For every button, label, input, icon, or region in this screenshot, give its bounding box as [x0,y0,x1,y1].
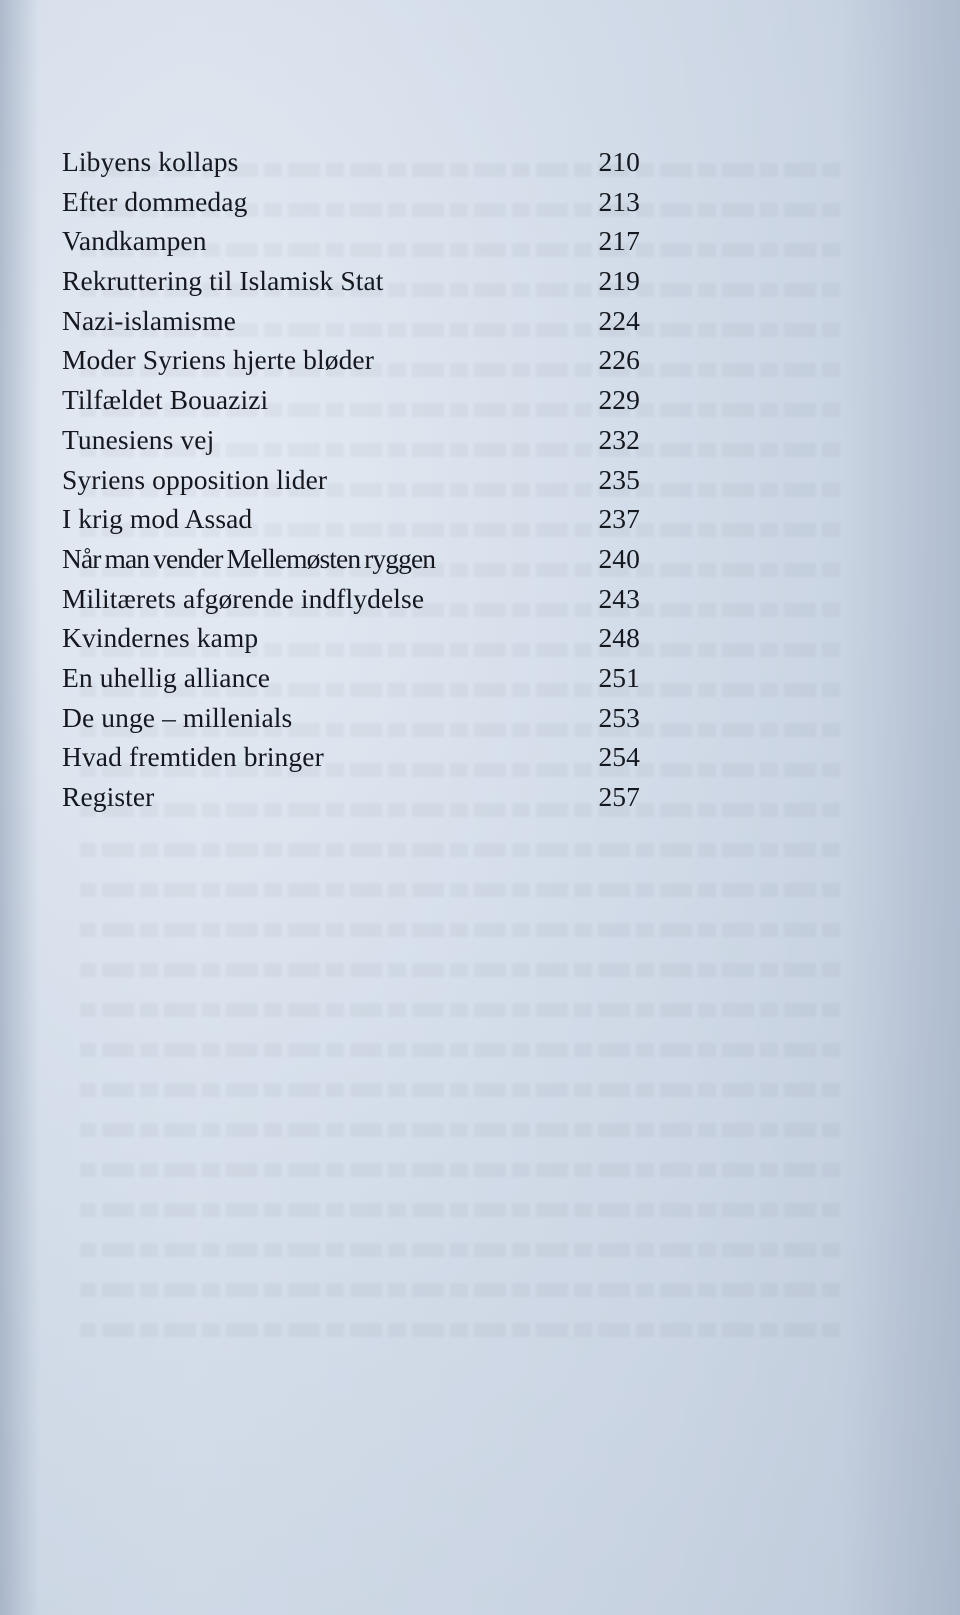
toc-entry-title: Hvad fremtiden bringer [62,741,324,773]
toc-entry-page: 226 [598,344,640,376]
toc-entry-page: 254 [598,741,640,773]
toc-entry-page: 243 [598,582,640,614]
toc-entry-title: Libyens kollaps [62,146,239,177]
toc-entry-page: 224 [598,304,640,336]
toc-entry [62,658,640,698]
toc-entry [62,698,640,738]
toc-entry-title: Kvindernes kamp [62,622,259,654]
toc-entry-title: De unge – millenials [62,701,293,733]
toc-entry [62,182,640,222]
toc-entry [62,539,640,579]
toc-entry-page: 235 [598,463,640,495]
toc-entry-title: Syriens opposition lider [62,463,328,495]
toc-entry-page: 232 [598,423,640,455]
toc-entry-page: 213 [598,185,640,217]
toc-entry-title: En uhellig alliance [62,661,271,693]
toc-entry-title: Tunesiens vej [62,423,215,455]
toc-entry-title: Vandkampen [62,225,207,257]
toc-entry-title: Efter dommedag [62,185,248,217]
toc-entry-title: Militærets afgørende indflydelse [62,582,425,614]
toc-entry-title: Tilfældet Bouazizi [62,384,269,416]
toc-entry-title: Nazi-islamisme [62,304,236,336]
toc-entry-title: Når man vender Mellemøsten ryggen [62,542,436,574]
toc-entry [62,301,640,341]
toc-entry-title: Moder Syriens hjerte bløder [62,344,374,376]
toc-entry [62,737,640,777]
table-of-contents [62,142,640,817]
toc-entry [62,340,640,380]
toc-entry [62,579,640,619]
toc-entry-page: 219 [598,265,640,297]
toc-entry-page: 240 [598,542,640,574]
toc-entry-page: 253 [598,701,640,733]
toc-entry-page: 248 [598,622,640,654]
toc-entry-page: 210 [598,146,640,177]
toc-entry [62,499,640,539]
toc-entry-title: Rekruttering til Islamisk Stat [62,265,384,297]
toc-entry [62,261,640,301]
toc-entry-title: Register [62,781,155,812]
toc-entry-page: 217 [598,225,640,257]
toc-entry [62,420,640,460]
toc-entry [62,221,640,261]
toc-entry [62,777,640,817]
toc-entry [62,460,640,500]
toc-entry [62,380,640,420]
toc-entry [62,142,640,182]
toc-entry-page: 237 [598,503,640,535]
toc-entry [62,618,640,658]
toc-entry-title: I krig mod Assad [62,503,253,535]
toc-entry-page: 229 [598,384,640,416]
toc-entry-page: 257 [598,781,640,812]
toc-entry-page: 251 [598,661,640,693]
